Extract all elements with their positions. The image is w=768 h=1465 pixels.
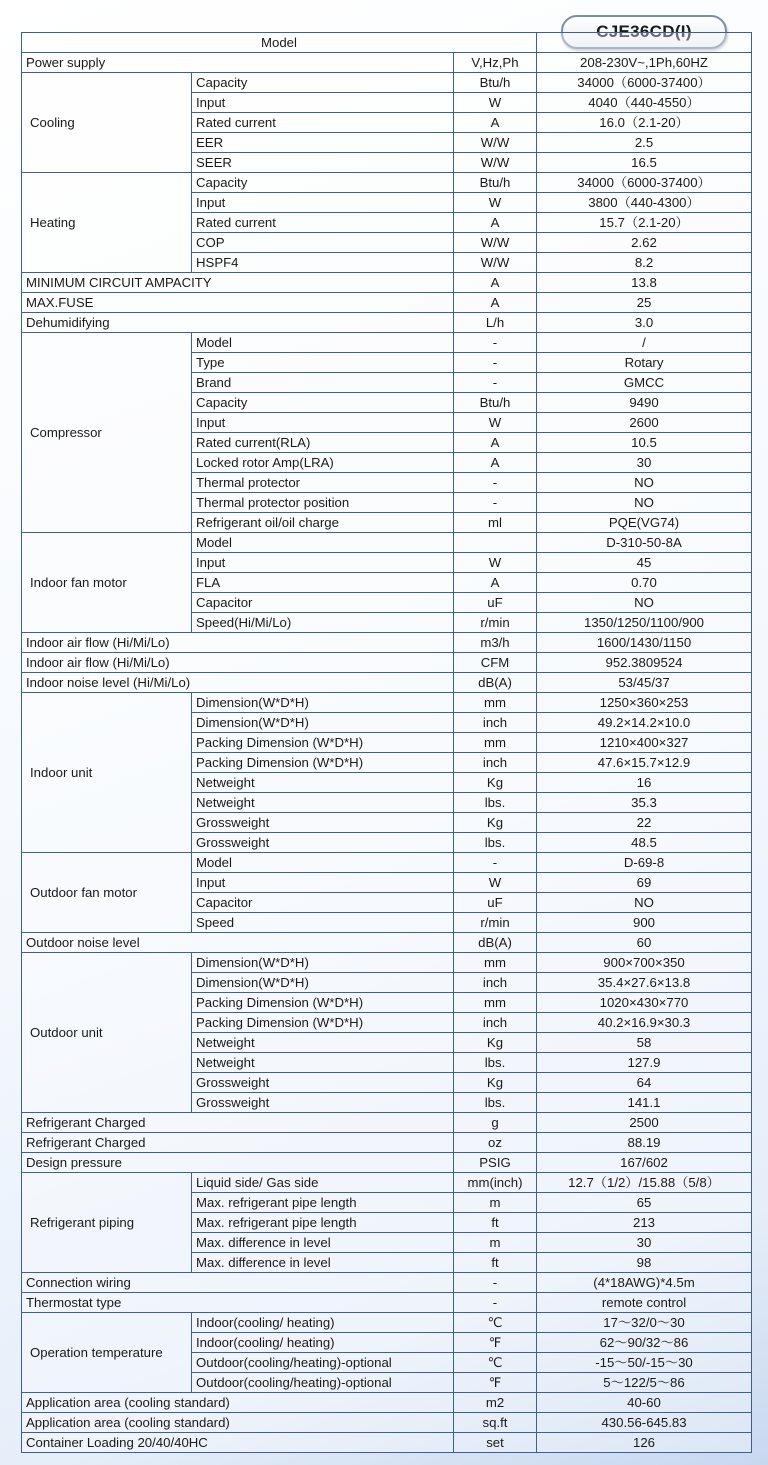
spec-value: 208-230V~,1Ph,60HZ [537, 53, 752, 73]
spec-value: 35.4×27.6×13.8 [537, 973, 752, 993]
spec-label: Dimension(W*D*H) [192, 973, 454, 993]
spec-value: 49.2×14.2×10.0 [537, 713, 752, 733]
spec-unit: lbs. [454, 793, 537, 813]
spec-value: 65 [537, 1193, 752, 1213]
spec-unit: lbs. [454, 1053, 537, 1073]
spec-label: Outdoor(cooling/heating)-optional [192, 1353, 454, 1373]
spec-value: remote control [537, 1293, 752, 1313]
table-row [22, 1393, 752, 1413]
spec-value: 1250×360×253 [537, 693, 752, 713]
table-row [22, 1133, 752, 1153]
spec-unit: lbs. [454, 1093, 537, 1113]
spec-value: 2.5 [537, 133, 752, 153]
spec-label: COP [192, 233, 454, 253]
spec-value: 126 [537, 1433, 752, 1453]
table-row [22, 1113, 752, 1133]
spec-unit: sq.ft [454, 1413, 537, 1433]
spec-value: 58 [537, 1033, 752, 1053]
spec-label: Packing Dimension (W*D*H) [192, 733, 454, 753]
table-row [22, 1273, 752, 1293]
spec-label: Design pressure [22, 1153, 454, 1173]
spec-label: Rated current(RLA) [192, 433, 454, 453]
spec-value: 40-60 [537, 1393, 752, 1413]
model-header-cell [537, 33, 752, 53]
group-label: Indoor unit [22, 693, 192, 853]
spec-unit: A [454, 573, 537, 593]
spec-unit: CFM [454, 653, 537, 673]
table-row [22, 633, 752, 653]
spec-unit: Kg [454, 773, 537, 793]
spec-value: 9490 [537, 393, 752, 413]
table-row [22, 673, 752, 693]
spec-label: Max. difference in level [192, 1253, 454, 1273]
spec-label: Refrigerant Charged [22, 1133, 454, 1153]
group-label: Cooling [22, 73, 192, 173]
spec-value: 1210×400×327 [537, 733, 752, 753]
spec-value: 34000（6000-37400） [537, 173, 752, 193]
spec-unit: inch [454, 1013, 537, 1033]
spec-unit: W/W [454, 153, 537, 173]
group-label: Heating [22, 173, 192, 273]
spec-unit: m3/h [454, 633, 537, 653]
table-row [22, 693, 752, 713]
spec-label: Grossweight [192, 1073, 454, 1093]
table-row [22, 953, 752, 973]
spec-label: Rated current [192, 213, 454, 233]
spec-label: MAX.FUSE [22, 293, 454, 313]
spec-unit: g [454, 1113, 537, 1133]
table-row [22, 173, 752, 193]
spec-unit: - [454, 1293, 537, 1313]
spec-unit: - [454, 1273, 537, 1293]
spec-value: 2.62 [537, 233, 752, 253]
spec-label: Capacity [192, 173, 454, 193]
spec-label: Speed(Hi/Mi/Lo) [192, 613, 454, 633]
spec-label: Container Loading 20/40/40HC [22, 1433, 454, 1453]
spec-label: Packing Dimension (W*D*H) [192, 993, 454, 1013]
spec-label: Input [192, 193, 454, 213]
spec-label: Application area (cooling standard) [22, 1413, 454, 1433]
spec-label: Netweight [192, 793, 454, 813]
spec-unit: A [454, 273, 537, 293]
spec-unit: Kg [454, 1033, 537, 1053]
spec-label: Outdoor noise level [22, 933, 454, 953]
table-row [22, 1433, 752, 1453]
spec-value: 60 [537, 933, 752, 953]
table-row [22, 313, 752, 333]
group-label: Outdoor fan motor [22, 853, 192, 933]
spec-unit: dB(A) [454, 933, 537, 953]
table-row [22, 533, 752, 553]
spec-value: NO [537, 893, 752, 913]
spec-value: 40.2×16.9×30.3 [537, 1013, 752, 1033]
spec-value: 30 [537, 453, 752, 473]
model-name-badge: CJE36CD(I) [561, 15, 727, 49]
spec-value: 3.0 [537, 313, 752, 333]
spec-label: Connection wiring [22, 1273, 454, 1293]
spec-value: 0.70 [537, 573, 752, 593]
group-label: Compressor [22, 333, 192, 533]
spec-label: Indoor noise level (Hi/Mi/Lo) [22, 673, 454, 693]
spec-unit: V,Hz,Ph [454, 53, 537, 73]
spec-value: 5～122/5～86 [537, 1373, 752, 1393]
spec-value: 900 [537, 913, 752, 933]
table-row [22, 1413, 752, 1433]
spec-value: NO [537, 493, 752, 513]
table-row [22, 53, 752, 73]
spec-unit: inch [454, 753, 537, 773]
table-row [22, 333, 752, 353]
spec-value: (4*18AWG)*4.5m [537, 1273, 752, 1293]
spec-unit: - [454, 493, 537, 513]
spec-unit: ℃ [454, 1353, 537, 1373]
spec-value: 141.1 [537, 1093, 752, 1113]
spec-unit: uF [454, 893, 537, 913]
spec-value: 2500 [537, 1113, 752, 1133]
spec-unit: ml [454, 513, 537, 533]
spec-value: 48.5 [537, 833, 752, 853]
spec-unit [454, 533, 537, 553]
spec-label: Grossweight [192, 833, 454, 853]
spec-value: 47.6×15.7×12.9 [537, 753, 752, 773]
spec-label: Capacity [192, 73, 454, 93]
spec-unit: Btu/h [454, 73, 537, 93]
spec-label: Liquid side/ Gas side [192, 1173, 454, 1193]
spec-value: GMCC [537, 373, 752, 393]
spec-value: 900×700×350 [537, 953, 752, 973]
spec-unit: Btu/h [454, 173, 537, 193]
spec-unit: A [454, 113, 537, 133]
spec-unit: W [454, 553, 537, 573]
spec-value: 35.3 [537, 793, 752, 813]
group-label: Refrigerant piping [22, 1173, 192, 1273]
spec-unit: PSIG [454, 1153, 537, 1173]
spec-label: FLA [192, 573, 454, 593]
spec-table [21, 32, 752, 1453]
spec-label: Indoor(cooling/ heating) [192, 1333, 454, 1353]
spec-label: Indoor(cooling/ heating) [192, 1313, 454, 1333]
spec-label: Packing Dimension (W*D*H) [192, 753, 454, 773]
model-header-label: Model [22, 33, 537, 53]
spec-unit: W [454, 413, 537, 433]
spec-unit: Kg [454, 813, 537, 833]
spec-label: Refrigerant oil/oil charge [192, 513, 454, 533]
spec-value: D-310-50-8A [537, 533, 752, 553]
table-row [22, 1313, 752, 1333]
spec-label: Dimension(W*D*H) [192, 693, 454, 713]
group-label: Operation temperature [22, 1313, 192, 1393]
spec-unit: W [454, 873, 537, 893]
spec-unit: - [454, 353, 537, 373]
spec-label: Netweight [192, 1053, 454, 1073]
spec-unit: uF [454, 593, 537, 613]
spec-value: 16 [537, 773, 752, 793]
spec-unit: ℉ [454, 1373, 537, 1393]
spec-unit: A [454, 453, 537, 473]
spec-value: NO [537, 473, 752, 493]
spec-value: 4040（440-4550） [537, 93, 752, 113]
spec-label: Netweight [192, 1033, 454, 1053]
spec-unit: inch [454, 713, 537, 733]
spec-label: Capacitor [192, 893, 454, 913]
spec-label: SEER [192, 153, 454, 173]
spec-value: 45 [537, 553, 752, 573]
spec-unit: ft [454, 1253, 537, 1273]
spec-value: 22 [537, 813, 752, 833]
spec-unit: W [454, 93, 537, 113]
spec-label: Max. difference in level [192, 1233, 454, 1253]
spec-value: 12.7（1/2）/15.88（5/8） [537, 1173, 752, 1193]
table-row [22, 293, 752, 313]
table-row [22, 1153, 752, 1173]
spec-value: 62～90/32～86 [537, 1333, 752, 1353]
spec-label: Packing Dimension (W*D*H) [192, 1013, 454, 1033]
spec-unit: W/W [454, 253, 537, 273]
spec-unit: - [454, 473, 537, 493]
spec-unit: L/h [454, 313, 537, 333]
table-header-row [22, 33, 752, 53]
spec-label: Max. refrigerant pipe length [192, 1193, 454, 1213]
spec-label: Capacity [192, 393, 454, 413]
spec-value: 13.8 [537, 273, 752, 293]
spec-unit: W [454, 193, 537, 213]
spec-label: Thermal protector position [192, 493, 454, 513]
spec-label: Rated current [192, 113, 454, 133]
spec-unit: mm(inch) [454, 1173, 537, 1193]
spec-label: HSPF4 [192, 253, 454, 273]
spec-unit: ft [454, 1213, 537, 1233]
spec-unit: mm [454, 693, 537, 713]
spec-value: PQE(VG74) [537, 513, 752, 533]
spec-value: 1600/1430/1150 [537, 633, 752, 653]
spec-label: Grossweight [192, 813, 454, 833]
spec-unit: mm [454, 993, 537, 1013]
group-label: Outdoor unit [22, 953, 192, 1113]
spec-label: Refrigerant Charged [22, 1113, 454, 1133]
spec-unit: A [454, 293, 537, 313]
spec-value: 2600 [537, 413, 752, 433]
spec-unit: m [454, 1193, 537, 1213]
spec-unit: lbs. [454, 833, 537, 853]
spec-value: 10.5 [537, 433, 752, 453]
spec-value: 53/45/37 [537, 673, 752, 693]
spec-unit: oz [454, 1133, 537, 1153]
spec-label: Locked rotor Amp(LRA) [192, 453, 454, 473]
spec-label: Indoor air flow (Hi/Mi/Lo) [22, 653, 454, 673]
spec-value: 17～32/0～30 [537, 1313, 752, 1333]
spec-unit: Kg [454, 1073, 537, 1093]
spec-label: MINIMUM CIRCUIT AMPACITY [22, 273, 454, 293]
spec-value: 64 [537, 1073, 752, 1093]
spec-label: Grossweight [192, 1093, 454, 1113]
table-row [22, 273, 752, 293]
spec-label: Type [192, 353, 454, 373]
spec-value: 34000（6000-37400） [537, 73, 752, 93]
spec-unit: mm [454, 733, 537, 753]
spec-unit: W/W [454, 233, 537, 253]
spec-value: D-69-8 [537, 853, 752, 873]
spec-label: Input [192, 93, 454, 113]
spec-value: / [537, 333, 752, 353]
spec-label: Thermostat type [22, 1293, 454, 1313]
spec-label: Dimension(W*D*H) [192, 953, 454, 973]
spec-value: 8.2 [537, 253, 752, 273]
spec-label: Dimension(W*D*H) [192, 713, 454, 733]
spec-unit: ℃ [454, 1313, 537, 1333]
spec-label: Brand [192, 373, 454, 393]
spec-label: Model [192, 533, 454, 553]
spec-unit: ℉ [454, 1333, 537, 1353]
spec-value: 30 [537, 1233, 752, 1253]
spec-label: Input [192, 553, 454, 573]
spec-value: 430.56-645.83 [537, 1413, 752, 1433]
spec-label: Max. refrigerant pipe length [192, 1213, 454, 1233]
table-row [22, 1173, 752, 1193]
spec-unit: Btu/h [454, 393, 537, 413]
spec-label: Indoor air flow (Hi/Mi/Lo) [22, 633, 454, 653]
spec-label: Input [192, 413, 454, 433]
spec-unit: r/min [454, 613, 537, 633]
spec-unit: A [454, 213, 537, 233]
table-row [22, 933, 752, 953]
spec-unit: m [454, 1233, 537, 1253]
spec-label: Outdoor(cooling/heating)-optional [192, 1373, 454, 1393]
spec-value: 25 [537, 293, 752, 313]
spec-label: EER [192, 133, 454, 153]
spec-label: Model [192, 333, 454, 353]
spec-label: Capacitor [192, 593, 454, 613]
spec-label: Power supply [22, 53, 454, 73]
spec-unit: W/W [454, 133, 537, 153]
spec-unit: - [454, 333, 537, 353]
spec-unit: m2 [454, 1393, 537, 1413]
spec-value: 1020×430×770 [537, 993, 752, 1013]
spec-value: 1350/1250/1100/900 [537, 613, 752, 633]
spec-unit: inch [454, 973, 537, 993]
spec-value: 952.3809524 [537, 653, 752, 673]
table-row [22, 73, 752, 93]
spec-value: 88.19 [537, 1133, 752, 1153]
spec-value: -15～50/-15～30 [537, 1353, 752, 1373]
spec-unit: - [454, 853, 537, 873]
spec-label: Model [192, 853, 454, 873]
spec-value: 127.9 [537, 1053, 752, 1073]
spec-value: 16.0（2.1-20） [537, 113, 752, 133]
spec-value: 15.7（2.1-20） [537, 213, 752, 233]
spec-label: Netweight [192, 773, 454, 793]
spec-value: 3800（440-4300） [537, 193, 752, 213]
spec-label: Input [192, 873, 454, 893]
spec-unit: - [454, 373, 537, 393]
spec-unit: dB(A) [454, 673, 537, 693]
spec-value: NO [537, 593, 752, 613]
spec-unit: r/min [454, 913, 537, 933]
spec-value: Rotary [537, 353, 752, 373]
spec-label: Thermal protector [192, 473, 454, 493]
table-row [22, 653, 752, 673]
spec-value: 213 [537, 1213, 752, 1233]
spec-value: 69 [537, 873, 752, 893]
group-label: Indoor fan motor [22, 533, 192, 633]
spec-unit: A [454, 433, 537, 453]
spec-label: Application area (cooling standard) [22, 1393, 454, 1413]
spec-unit: set [454, 1433, 537, 1453]
spec-value: 98 [537, 1253, 752, 1273]
spec-value: 16.5 [537, 153, 752, 173]
spec-label: Speed [192, 913, 454, 933]
table-row [22, 853, 752, 873]
spec-label: Dehumidifying [22, 313, 454, 333]
spec-value: 167/602 [537, 1153, 752, 1173]
spec-unit: mm [454, 953, 537, 973]
table-row [22, 1293, 752, 1313]
